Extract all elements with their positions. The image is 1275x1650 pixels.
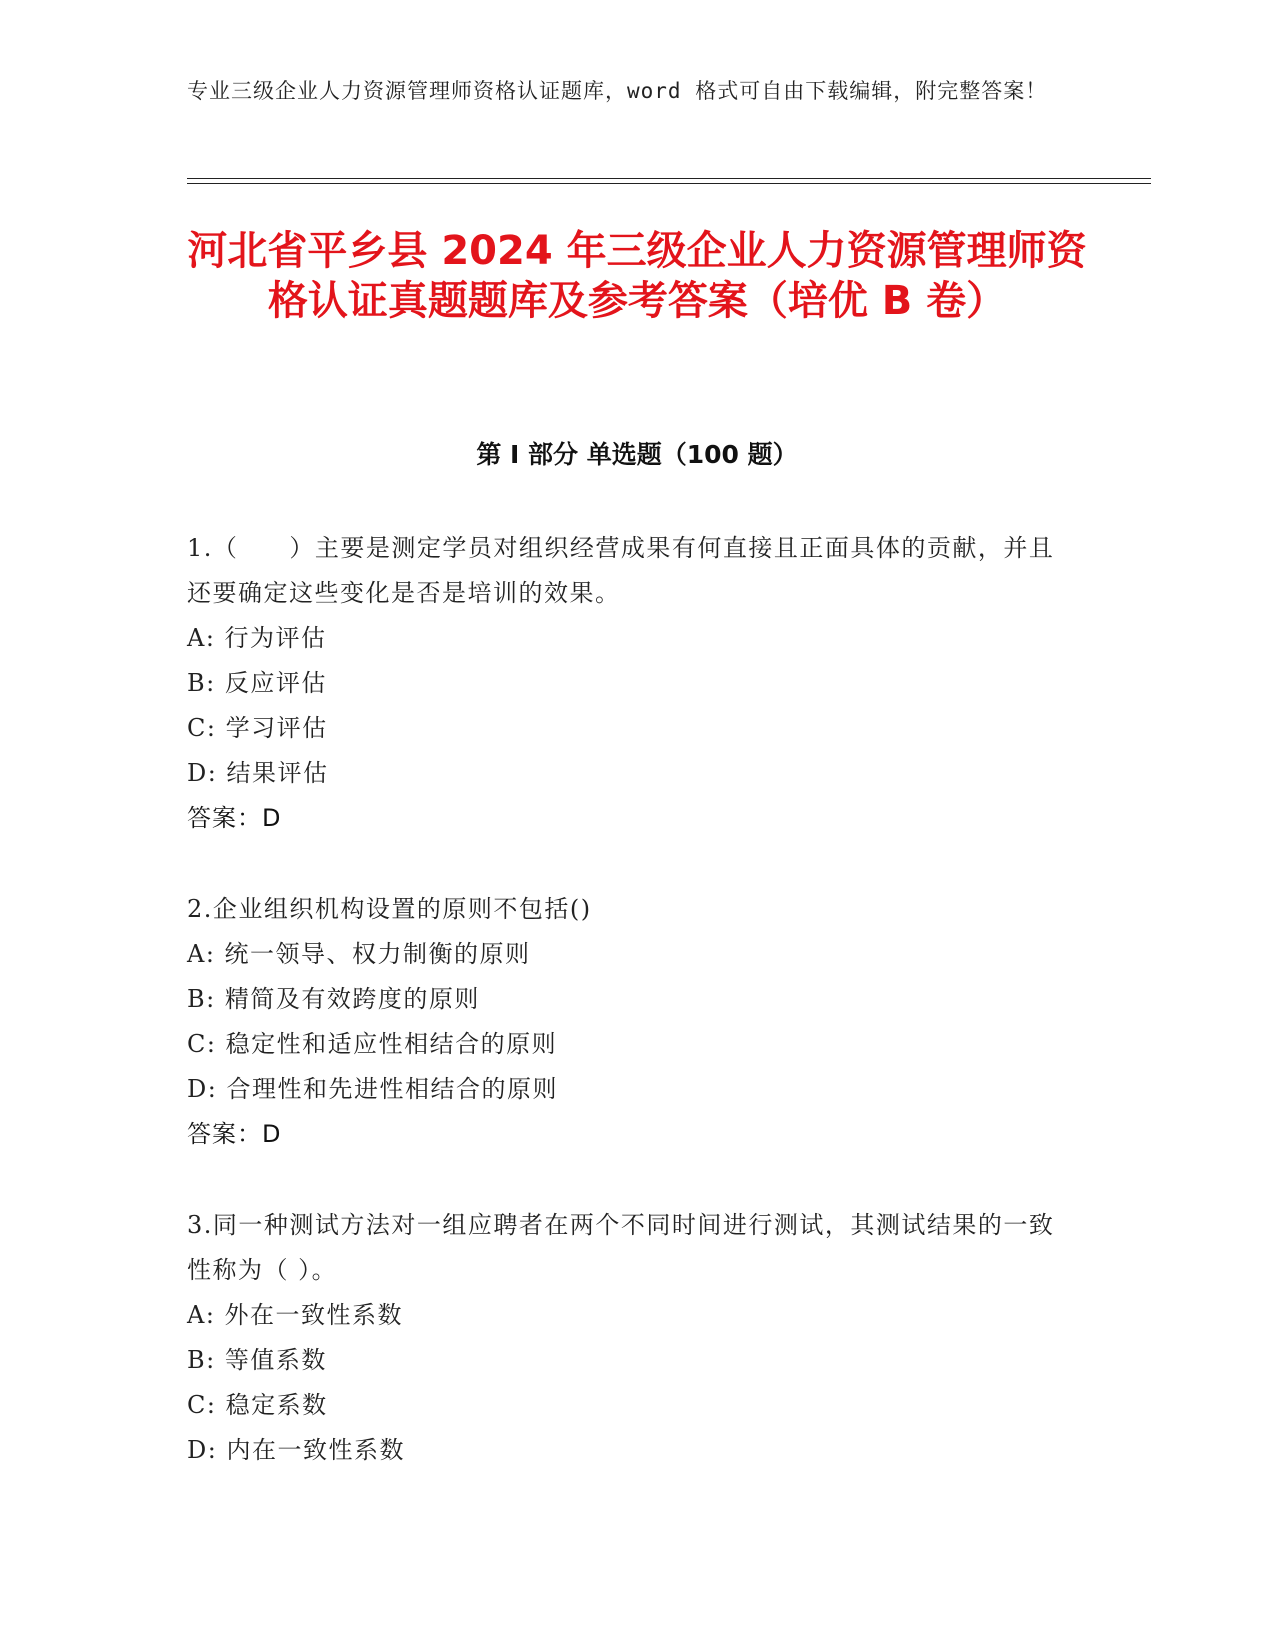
header-note: 专业三级企业人力资源管理师资格认证题库，word 格式可自由下载编辑，附完整答案！ bbox=[187, 79, 1048, 103]
option-b: B: 反应评估 bbox=[187, 669, 327, 697]
option-b: B: 等值系数 bbox=[187, 1346, 327, 1374]
question-2 bbox=[187, 887, 1067, 1157]
document-title: 河北省平乡县 2024 年三级企业人力资源管理师资格认证真题题库及参考答案（培优 B 卷） bbox=[187, 228, 1087, 324]
option-a: A: 行为评估 bbox=[187, 624, 327, 652]
option-c: C: 稳定性和适应性相结合的原则 bbox=[187, 1030, 558, 1058]
question-1 bbox=[187, 526, 1067, 841]
option-d: D: 结果评估 bbox=[187, 759, 329, 787]
option-c: C: 稳定系数 bbox=[187, 1391, 328, 1419]
section-heading: 第 I 部分 单选题（100 题） bbox=[476, 440, 798, 469]
question-stem: 1.（ ）主要是测定学员对组织经营成果有何直接且正面具体的贡献，并且还要确定这些变化是否是培训的效果。 bbox=[187, 534, 1055, 607]
answer: 答案：D bbox=[187, 1120, 282, 1148]
question-list bbox=[187, 526, 1067, 1519]
question-stem: 2.企业组织机构设置的原则不包括() bbox=[187, 895, 592, 923]
question-3 bbox=[187, 1203, 1067, 1473]
option-a: A: 外在一致性系数 bbox=[187, 1301, 404, 1329]
option-a: A: 统一领导、权力制衡的原则 bbox=[187, 940, 531, 968]
option-c: C: 学习评估 bbox=[187, 714, 328, 742]
option-b: B: 精简及有效跨度的原则 bbox=[187, 985, 480, 1013]
option-d: D: 内在一致性系数 bbox=[187, 1436, 405, 1464]
question-stem: 3.同一种测试方法对一组应聘者在两个不同时间进行测试，其测试结果的一致性称为（ ）。 bbox=[187, 1211, 1055, 1284]
header-rule-bottom bbox=[187, 183, 1151, 184]
option-d: D: 合理性和先进性相结合的原则 bbox=[187, 1075, 558, 1103]
header-rule-top bbox=[187, 178, 1151, 179]
answer: 答案：D bbox=[187, 804, 282, 832]
